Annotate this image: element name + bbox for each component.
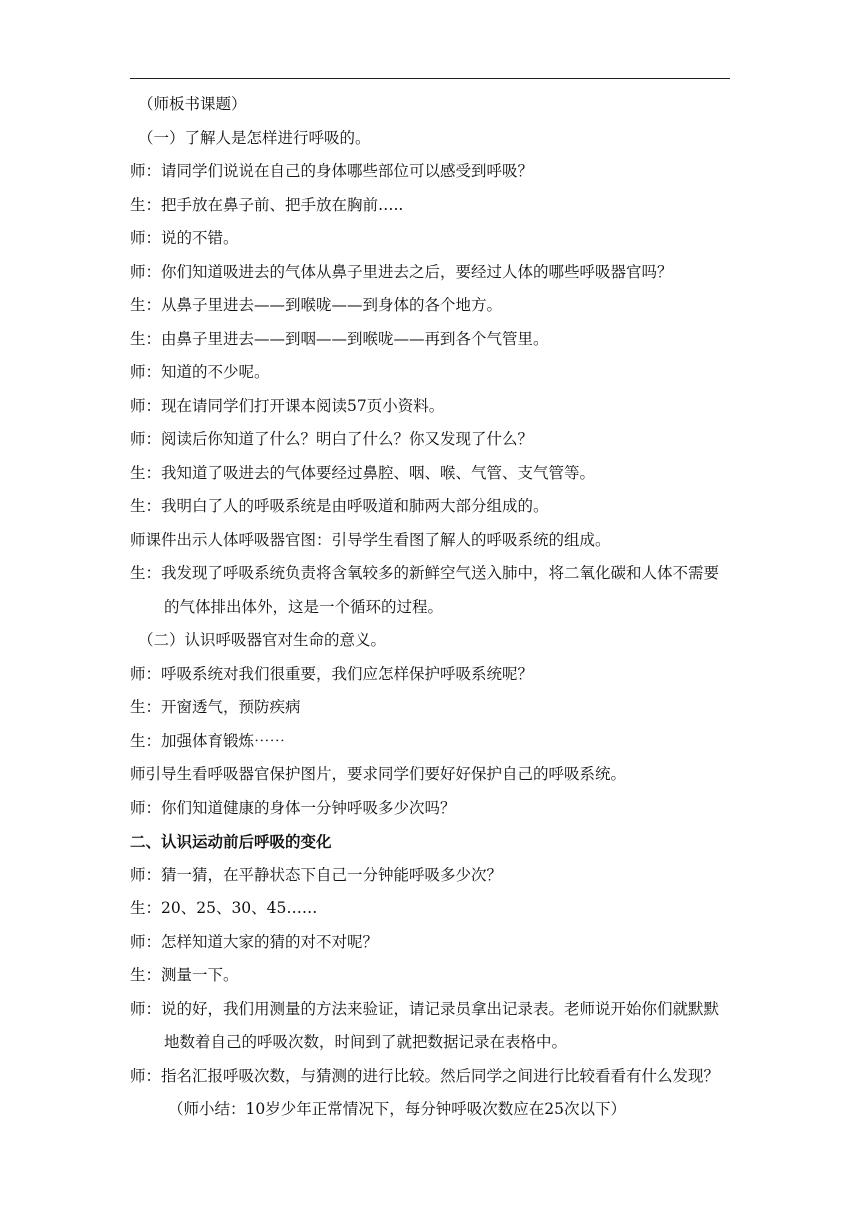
dialogue-line: 生：开窗透气，预防疾病 [130, 698, 301, 716]
teacher-summary: （师小结：10岁少年正常情况下，每分钟呼吸次数应在25次以下） [168, 1100, 626, 1118]
dialogue-line: 师：怎样知道大家的猜的对不对呢？ [130, 932, 379, 951]
dialogue-line: 师：你们知道健康的身体一分钟呼吸多少次吗？ [130, 798, 456, 817]
dialogue-line: 生：测量一下。 [130, 966, 239, 984]
dialogue-line: 生：我明白了人的呼吸系统是由呼吸道和肺两大部分组成的。 [130, 497, 549, 515]
paragraph: 师引导生看呼吸器官保护图片，要求同学们要好好保护自己的呼吸系统。 [130, 765, 627, 783]
dialogue-line: 师：阅读后你知道了什么？明白了什么？你又发现了什么？ [130, 430, 534, 448]
main-heading-2: 二、认识运动前后呼吸的变化 [130, 832, 332, 851]
dialogue-line: 生：把手放在鼻子前、把手放在胸前….. [130, 195, 404, 214]
dialogue-line: 生：从鼻子里进去——到喉咙——到身体的各个地方。 [130, 296, 503, 314]
dialogue-line: 生：由鼻子里进去——到咽——到喉咙——再到各个气管里。 [130, 329, 549, 348]
section-heading-2: （二）认识呼吸器官对生命的意义。 [138, 631, 387, 649]
dialogue-line: 生：20、25、30、45…… [130, 899, 318, 917]
dialogue-line: 师：猜一猜，在平静状态下自己一分钟能呼吸多少次？ [130, 865, 503, 884]
dialogue-line: 生：我知道了吸进去的气体要经过鼻腔、咽、喉、气管、支气管等。 [130, 463, 596, 482]
dialogue-line: 师：请同学们说说在自己的身体哪些部位可以感受到呼吸？ [130, 162, 534, 180]
dialogue-line-wrapped: 生：我发现了呼吸系统负责将含氧较多的新鲜空气送入肺中，将二氧化碳和人体不需要的气体排出体外，这是一个循环的过程。 [130, 564, 720, 616]
header-rule [130, 78, 730, 79]
dialogue-line: 师：现在请同学们打开课本阅读57页小资料。 [130, 396, 445, 415]
dialogue-line: 师：知道的不少呢。 [130, 363, 270, 381]
dialogue-line: 师：你们知道吸进去的气体从鼻子里进去之后，要经过人体的哪些呼吸器官吗？ [130, 262, 673, 281]
paragraph: 师课件出示人体呼吸器官图：引导学生看图了解人的呼吸系统的组成。 [130, 530, 611, 549]
dialogue-line: 师：呼吸系统对我们很重要，我们应怎样保护呼吸系统呢？ [130, 664, 534, 683]
dialogue-line: 生：加强体育锻炼⋯⋯ [130, 731, 286, 750]
section-heading-1: （一）了解人是怎样进行呼吸的。 [138, 128, 371, 147]
dialogue-line: 师：指名汇报呼吸次数，与猜测的进行比较。然后同学之间进行比较看看有什么发现？ [130, 1066, 720, 1085]
document-body [130, 88, 730, 1127]
paragraph-board-title: （师板书课题） [138, 95, 247, 113]
dialogue-line-wrapped: 师：说的好，我们用测量的方法来验证，请记录员拿出记录表。老师说开始你们就默默地数着自己的呼吸次数，时间到了就把数据记录在表格中。 [130, 999, 720, 1051]
dialogue-line: 师：说的不错。 [130, 229, 239, 247]
